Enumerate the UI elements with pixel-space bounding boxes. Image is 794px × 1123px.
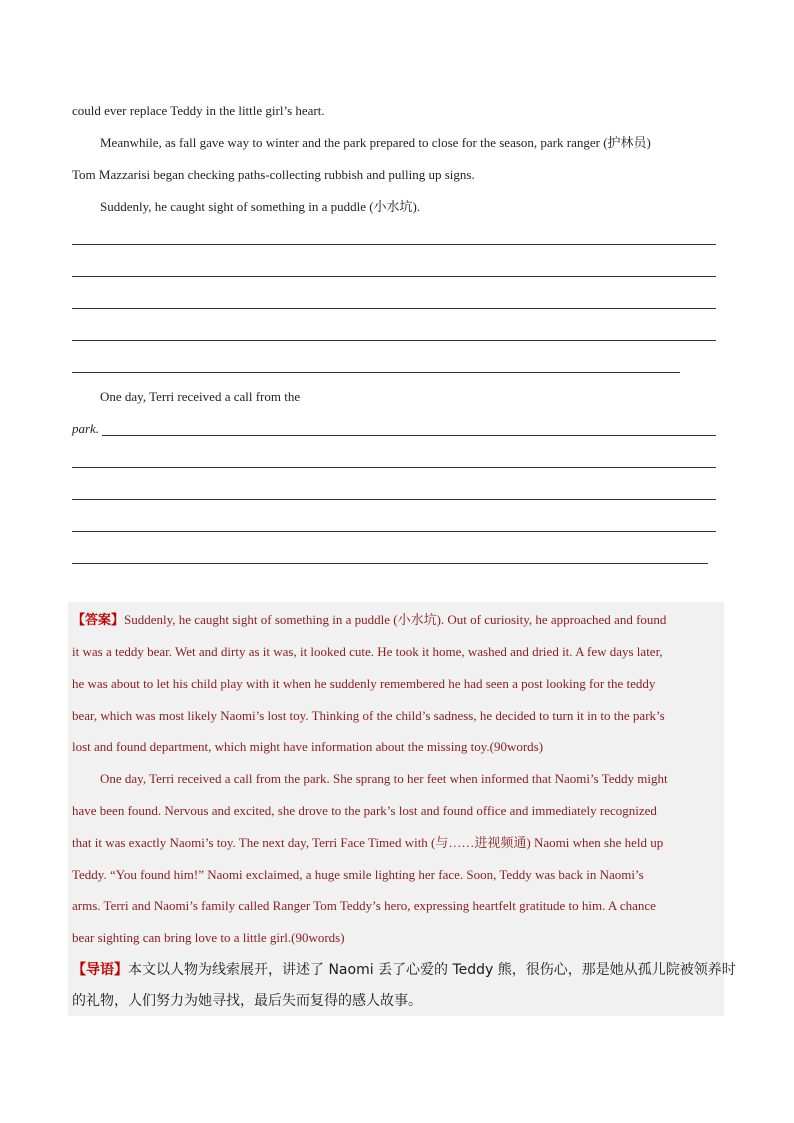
answer-p1-line-1: 【答案】Suddenly, he caught sight of something in a puddle (小水坑). Out of curiosity, he approached and found (72, 612, 667, 627)
story-line-2: Meanwhile, as fall gave way to winter and the park prepared to close for the season, park ranger (护林员) (100, 135, 651, 150)
answer-p1-line-2: it was a teddy bear. Wet and dirty as it was, it looked cute. He took it home, washed and dried it. A few days later, (72, 644, 663, 659)
writing-line[interactable] (72, 563, 708, 564)
writing-line[interactable] (102, 435, 716, 436)
guide-line-1: 【导语】本文以人物为线索展开，讲述了 Naomi 丢了心爱的 Teddy 熊，很伤心，那是她从孤儿院被领养时 (72, 962, 736, 978)
answer-p1-line-5: lost and found department, which might have information about the missing toy.(90words) (72, 739, 544, 754)
writing-line[interactable] (72, 372, 680, 373)
guide-line-2: 的礼物，人们努力为她寻找，最后失而复得的感人故事。 (72, 993, 422, 1009)
answer-p2-line-6: bear sighting can bring love to a little girl.(90words) (72, 930, 345, 945)
story-line-1: could ever replace Teddy in the little girl’s heart. (72, 103, 325, 118)
writing-line[interactable] (72, 499, 716, 500)
answer-p1-line-4: bear, which was most likely Naomi’s lost toy. Thinking of the child’s sadness, he decided to turn it in to the park’s (72, 708, 665, 723)
answer-p2-line-1: One day, Terri received a call from the park. She sprang to her feet when informed that Naomi’s Teddy might (100, 771, 668, 786)
writing-line[interactable] (72, 531, 716, 532)
answer-p1-line-3: he was about to let his child play with it when he suddenly remembered he had seen a post looking for the teddy (72, 676, 656, 691)
guide-tag: 【导语】 (72, 962, 128, 978)
answer-p2-line-3: that it was exactly Naomi’s toy. The next day, Terri Face Timed with (与……进视频通) Naomi when she held up (72, 835, 664, 850)
story-line-3: Tom Mazzarisi began checking paths-collecting rubbish and pulling up signs. (72, 167, 475, 182)
writing-line[interactable] (72, 467, 716, 468)
answer-p2-line-4: Teddy. “You found him!” Naomi exclaimed, a huge smile lighting her face. Soon, Teddy was back in Naomi’s (72, 867, 644, 882)
writing-line[interactable] (72, 340, 716, 341)
writing-line[interactable] (72, 308, 716, 309)
paragraph-2-cont: park. (72, 421, 100, 436)
answer-p2-line-5: arms. Terri and Naomi’s family called Ranger Tom Teddy’s hero, expressing heartfelt gratitude to him. A chance (72, 898, 656, 913)
writing-line[interactable] (72, 244, 716, 245)
answer-tag: 【答案】 (72, 612, 125, 627)
story-line-4: Suddenly, he caught sight of something in a puddle (小水坑). (100, 199, 421, 214)
writing-line[interactable] (72, 276, 716, 277)
answer-p2-line-2: have been found. Nervous and excited, she drove to the park’s lost and found office and immediately recognized (72, 803, 657, 818)
paragraph-2-start: One day, Terri received a call from the (100, 389, 301, 404)
